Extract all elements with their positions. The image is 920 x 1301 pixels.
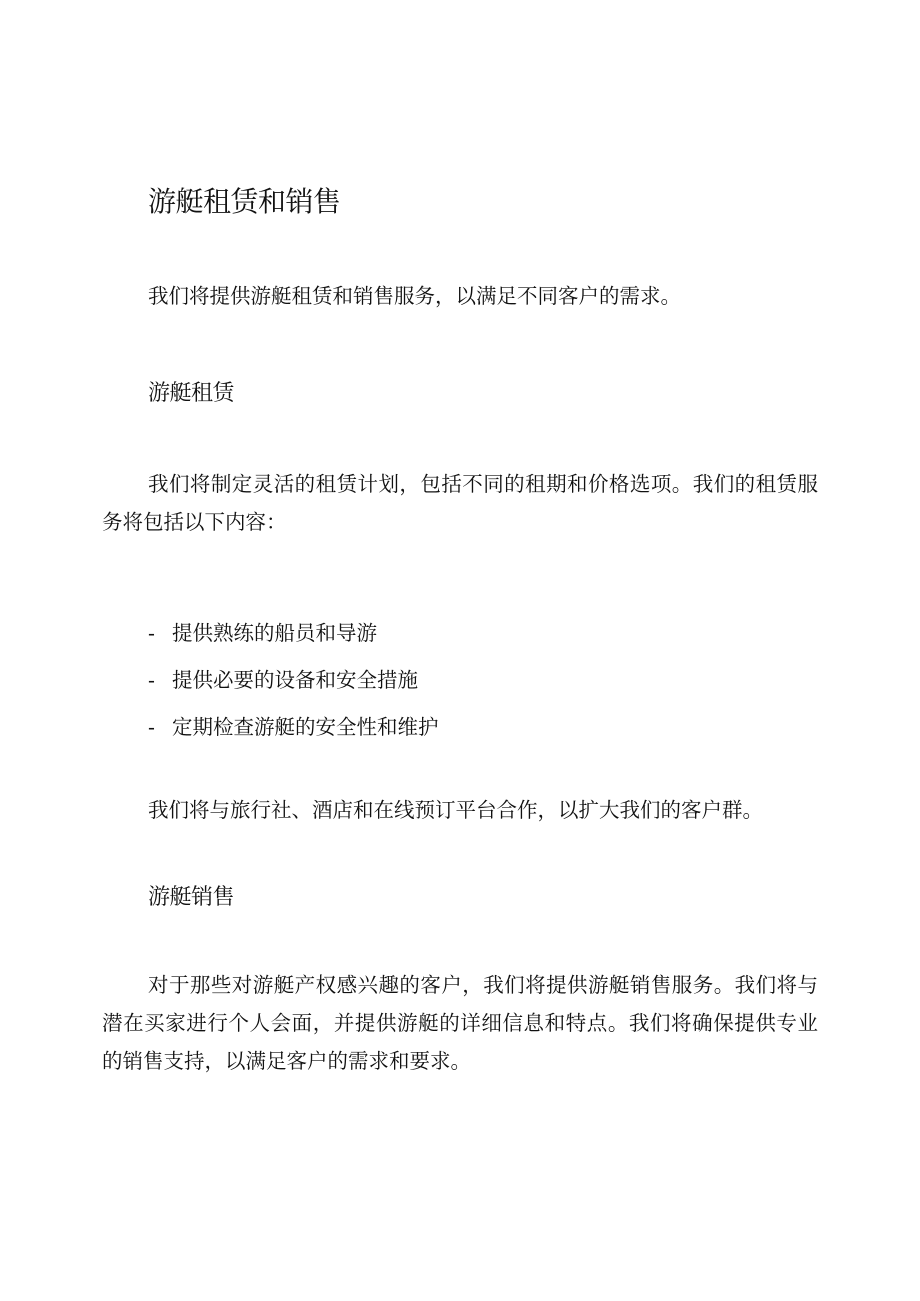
list-item xyxy=(148,704,439,751)
list-item-text: 提供熟练的船员和导游 xyxy=(172,621,377,645)
sales-heading: 游艇销售 xyxy=(148,885,235,910)
intro-paragraph: 我们将提供游艇租赁和销售服务，以满足不同客户的需求。 xyxy=(148,284,681,308)
list-item-text: 定期检查游艇的安全性和维护 xyxy=(172,715,439,739)
document-title: 游艇租赁和销售 xyxy=(148,185,341,218)
bullet-dash: - xyxy=(148,715,155,739)
list-item xyxy=(148,610,439,657)
bullet-dash: - xyxy=(148,621,155,645)
rental-heading: 游艇租赁 xyxy=(148,381,235,406)
list-item xyxy=(148,657,439,704)
list-item-text: 提供必要的设备和安全措施 xyxy=(172,668,418,692)
sales-paragraph: 对于那些对游艇产权感兴趣的客户，我们将提供游艇销售服务。我们将与潜在买家进行个人会面，并提供游艇的详细信息和特点。我们将确保提供专业的销售支持，以满足客户的需求和要求。 xyxy=(102,973,818,1073)
rental-services-list xyxy=(148,610,439,751)
bullet-dash: - xyxy=(148,668,155,692)
rental-paragraph: 我们将制定灵活的租赁计划，包括不同的租期和价格选项。我们的租赁服务将包括以下内容： xyxy=(102,472,818,534)
partnership-paragraph: 我们将与旅行社、酒店和在线预订平台合作，以扩大我们的客户群。 xyxy=(148,798,763,822)
